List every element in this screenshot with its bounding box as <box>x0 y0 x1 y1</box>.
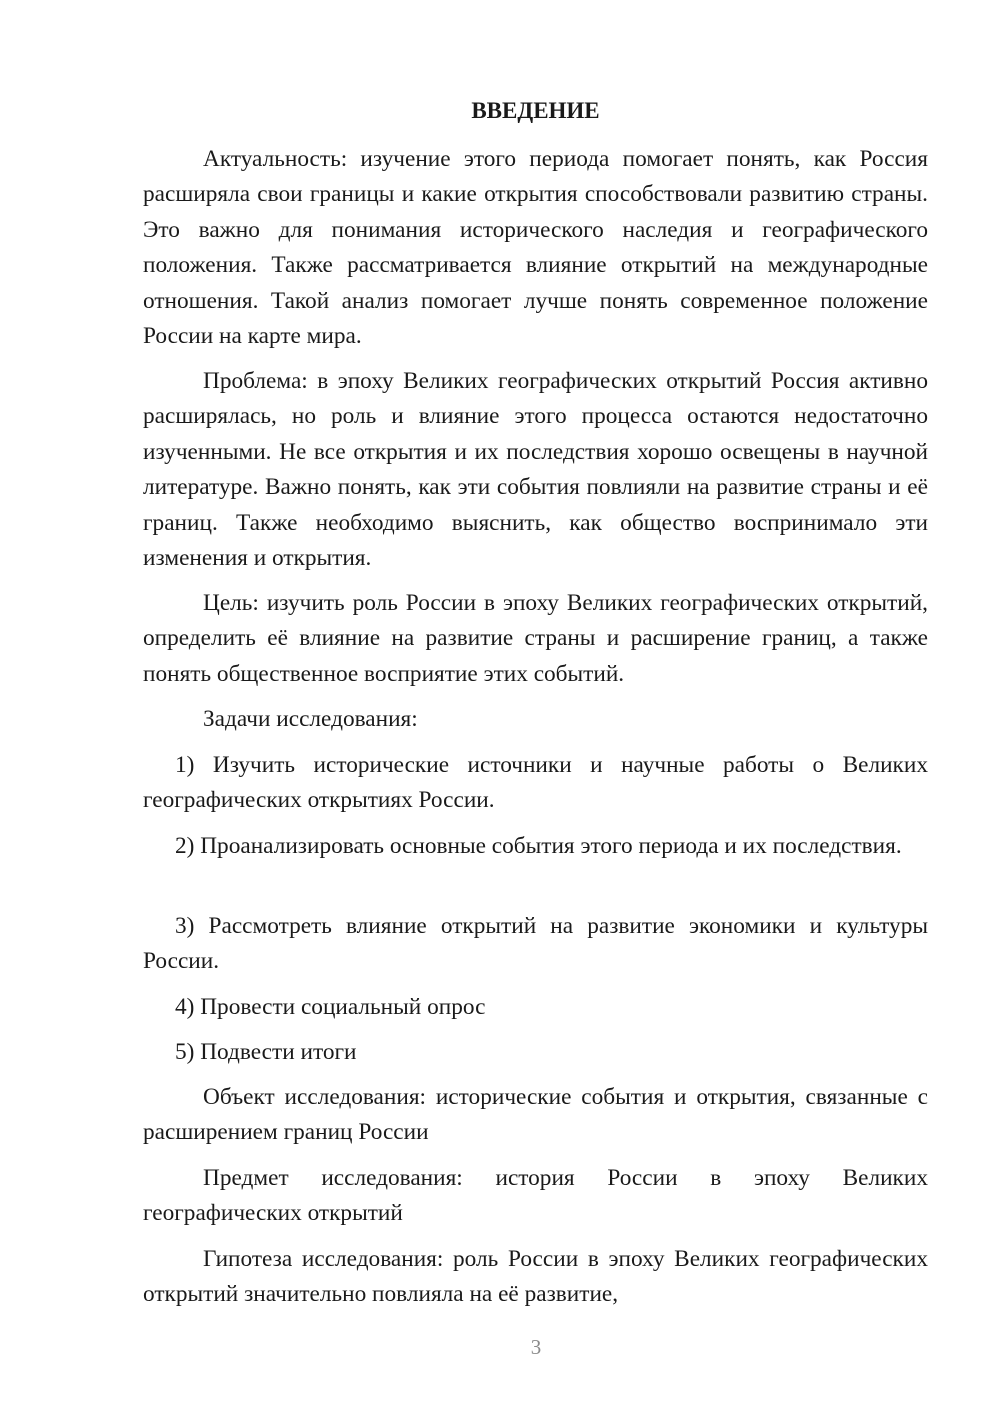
problem-paragraph: Проблема: в эпоху Великих географических открытий Россия активно расширялась, но роль и влияние этого процесса остаются недостаточно изученными. Не все открытия и их последствия хорошо освещены в научной литературе. Важно понять, как эти события повлияли на развитие страны и её границ. Также необходимо выяснить, как общество воспринимало эти изменения и открытия. <box>143 368 928 572</box>
hypothesis-paragraph: Гипотеза исследования: роль России в эпоху Великих географических открытий значительно повлияла на её развитие, <box>143 1246 928 1308</box>
subject-paragraph: Предмет исследования: история России в эпоху Великих географических открытий <box>143 1165 928 1227</box>
object-paragraph: Объект исследования: исторические события и открытия, связанные с расширением границ России <box>143 1084 928 1146</box>
task-item-3: 3) Рассмотреть влияние открытий на развитие экономики и культуры России. <box>143 913 928 975</box>
section-title: ВВЕДЕНИЕ <box>471 98 600 123</box>
goal-paragraph: Цель: изучить роль России в эпоху Великих географических открытий, определить её влияние на развитие страны и расширение границ, а также понять общественное восприятие этих событий. <box>143 590 928 687</box>
task-item-5: 5) Подвести итоги <box>175 1039 357 1065</box>
task-item-4: 4) Провести социальный опрос <box>175 994 486 1020</box>
tasks-heading: Задачи исследования: <box>203 706 418 732</box>
page-number: 3 <box>530 1335 542 1359</box>
task-item-2: 2) Проанализировать основные события этого периода и их последствия. <box>175 833 902 859</box>
relevance-paragraph: Актуальность: изучение этого периода помогает понять, как Россия расширяла свои границы и какие открытия способствовали развитию страны. Это важно для понимания исторического наследия и географического положения. Также рассматривается влияние открытий на международные отношения. Такой анализ помогает лучше понять современное положение России на карте мира. <box>143 146 928 350</box>
task-item-1: 1) Изучить исторические источники и научные работы о Великих географических открытиях России. <box>143 752 928 814</box>
